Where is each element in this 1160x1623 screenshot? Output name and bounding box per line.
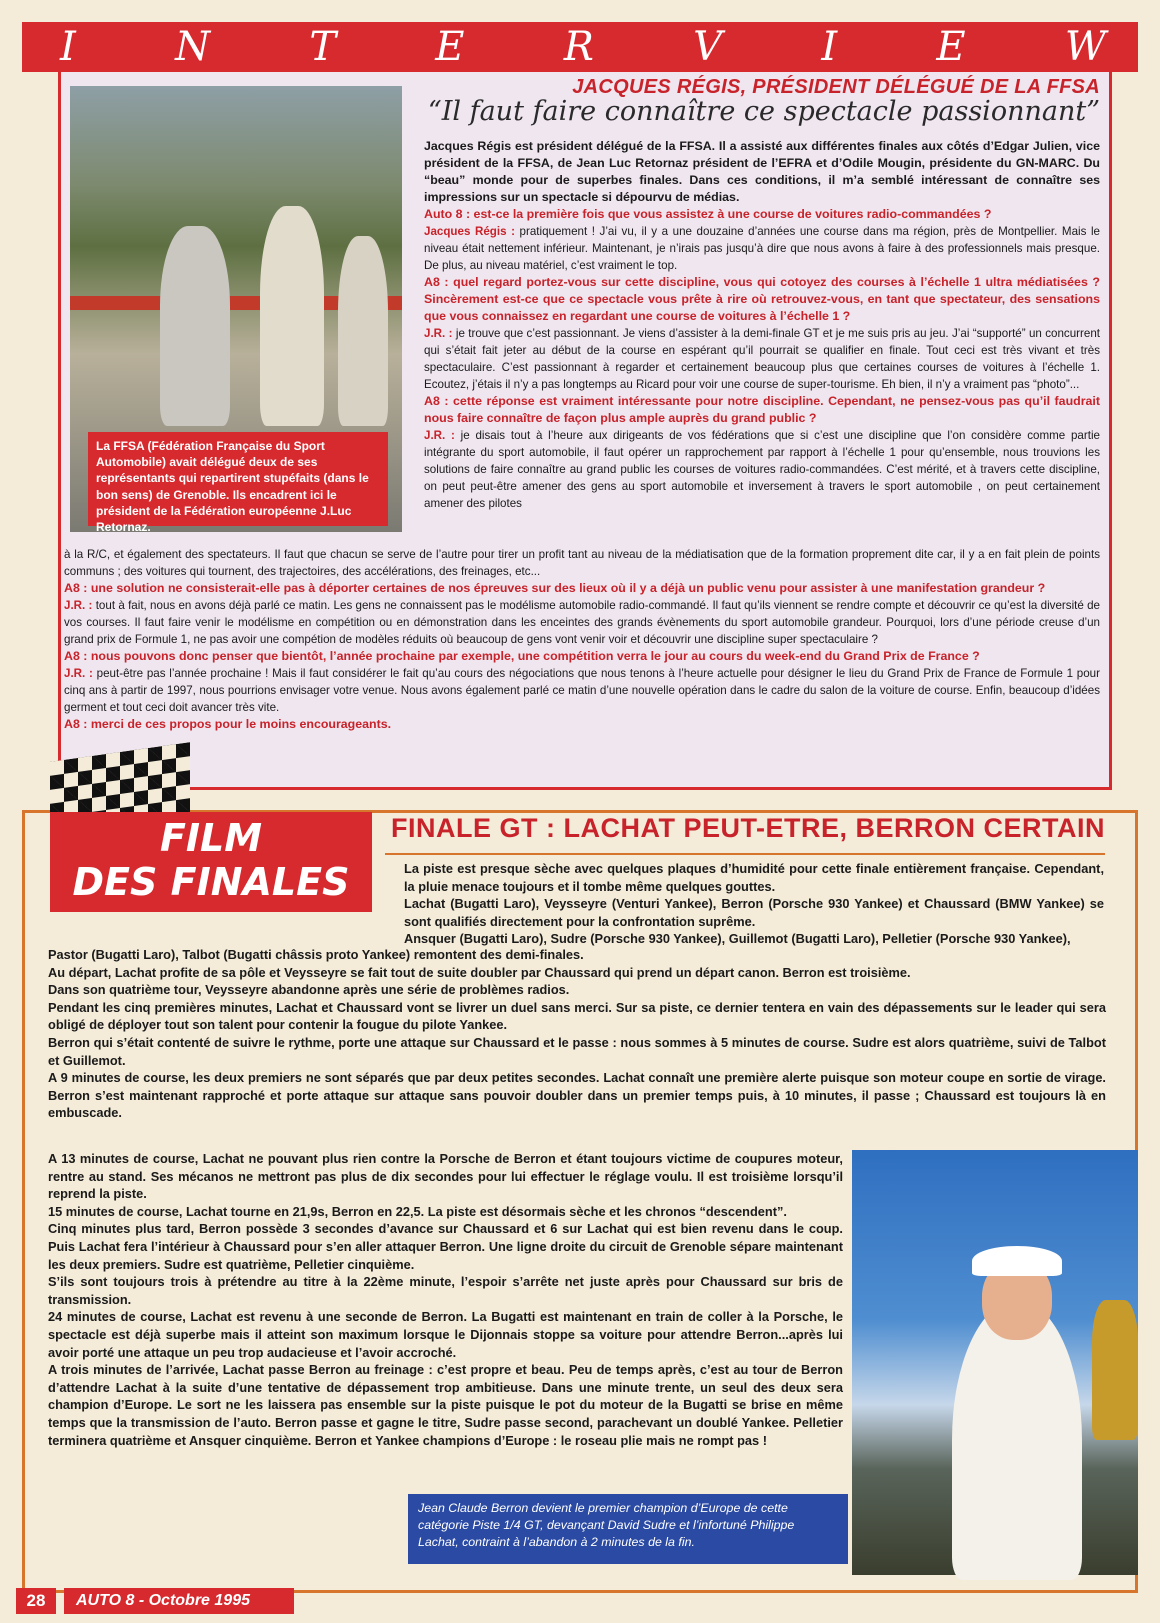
paragraph: 15 minutes de course, Lachat tourne en 21,9s, Berron en 22,5. La piste est désormais sèche et les chronos “descendent”.: [48, 1203, 787, 1219]
answer-continued: à la R/C, et également des spectateurs. Il faut que chacun se serve de l’autre pour tirer un profit tant au niveau de la médiatisation que de la formation proprement dite car, il y a en fait plein de points communs ; des voitures qui tournent, des trajectoires, des accélérations, des freinages, etc...: [64, 548, 1100, 578]
answer: [64, 597, 1100, 648]
paragraph: A 13 minutes de course, Lachat ne pouvant plus rien contre la Porsche de Berron et étant toujours victime de coupures moteur, rentre au stand. Ses mécanos ne mettront pas plus de dix secondes pour lui effectuer le réglage voulu. Il est troisième lorsqu’il reprend la piste.: [48, 1151, 843, 1202]
question: A8 : cette réponse est vraiment intéressante pour notre discipline. Cependant, ne pensez-vous pas qu’il faudrait nous faire connaître de façon plus ample auprès du grand public ?: [424, 394, 1100, 425]
paragraph: Pastor (Bugatti Laro), Talbot (Bugatti châssis proto Yankee) remontent des demi-finales.: [48, 947, 584, 962]
answer-text: je disais tout à l’heure aux dirigeants de vos fédérations que si c’est une discipline que l’on considère comme partie intégrante du sport automobile, il faut opérer un rapprochement par rapport à l’échelle 1 pour qu’ensemble, nous trouvions les solutions de faire connaître au grand public les courses de voitures radio-commandées. C’est mérité, et à travers cette discipline, on peut peut-être amener des gens au sport automobile et inversement à travers le sport automobile , on peut certainement amener des pilotes: [424, 429, 1100, 510]
answer-text: je trouve que c’est passionnant. Je viens d’assister à la demi-finale GT et je me suis pris au jeu. J’ai “supporté” un concurrent qui s’était fait jeter au début de la course en espérant qu’il pourrait se qualifier en finale. Tout ceci est très vivant et très spectaculaire. C’est passionnant à regarder et certainement beaucoup plus que certaines courses de voitures à l’échelle 1. Ecoutez, j’étais il n’y a pas longtemps au Ricard pour voir une course de super-tourisme. Eh bien, il n’y a vraiment pas “photo”...: [424, 327, 1100, 391]
answer-text: tout à fait, nous en avons déjà parlé ce matin. Les gens ne connaissent pas le modélisme automobile radio-commandé. Il faut qu’ils viennent se rendre compte et découvrir ce qu’est la diversité de vos courses. Il faut faire venir le modélisme en compétition ou en démonstration dans les enceintes des grands évènements du sport automobile grandeur. Pourquoi, lors d’une période creuse d’un grand prix de Formule 1, ne pas avoir une compétion de modèles réduits où beaucoup de gens vont venir voir et découvrir une discipline super spectaculaire ?: [64, 599, 1100, 646]
banner-letter: E: [435, 24, 467, 70]
badge-line: FILM: [159, 816, 263, 860]
question: A8 : une solution ne consisterait-elle pas à déporter certaines de nos épreuves sur des lieux où il y a déjà un public venu pour assister à une manifestation grandeur ?: [64, 581, 1046, 595]
answer: [424, 427, 1100, 512]
answer: [424, 325, 1100, 393]
answer-speaker: J.R. :: [424, 327, 453, 340]
interview-intro: Jacques Régis est président délégué de la FFSA. Il a assisté aux différentes finales aux côtés d’Edgar Julien, vice président de la FFSA, de Jean Luc Retornaz président de l’EFRA et d’Odile Mougin, présidente du GN-MARC. Du “beau” monde pour de superbes finales. Dans ces conditions, il m’a semblé intéressant de connaître ses impressions sur un spectacle si dépourvu de médias.: [424, 139, 1100, 204]
paragraph: S’ils sont toujours trois à prétendre au titre à la 22ème minute, l’espoir s’arrête net juste après pour Chaussard sur bris de transmission.: [48, 1274, 843, 1307]
magazine-footer: AUTO 8 - Octobre 1995: [64, 1588, 294, 1614]
photo-figure-cap: [972, 1246, 1062, 1276]
finals-text-left: [48, 1150, 843, 1449]
answer-text: peut-être pas l’année prochaine ! Mais il faut considérer le fait qu’au cours des négociations que nous tenons à l’heure actuelle pour désigner le lieu du Grand Prix de France de Formule 1 pour cinq ans à partir de 1997, nous pourrions envisager votre venue. Nous avons également parlé ce matin d’une nouvelle opération dans le cadre du salon de la voiture de course. Enfin, beaucoup d’idées germent et tout ceci doit avancer très vite.: [64, 667, 1100, 714]
answer-speaker: J.R. :: [424, 429, 455, 442]
question: A8 : nous pouvons donc penser que bientôt, l’année prochaine par exemple, une compétition verra le jour au cours du week-end du Grand Prix de France ?: [64, 649, 980, 663]
champion-photo: [852, 1150, 1138, 1575]
question: A8 : merci de ces propos pour le moins encourageants.: [64, 717, 392, 731]
paragraph: Au départ, Lachat profite de sa pôle et Veysseyre se fait tout de suite doubler par Chaussard qui prend un départ canon. Berron est troisième.: [48, 964, 911, 980]
question: A8 : quel regard portez-vous sur cette discipline, vous qui cotoyez des courses à l’échelle 1 ultra médiatisées ? Sincèrement est-ce que ce spectacle vous prête à rire où retrouvez-vous, en tant que spectateur, des sensations que vous connaissez en regardant une course de voitures à l’échelle 1 ?: [424, 275, 1100, 323]
interview-title: JACQUES RÉGIS, PRÉSIDENT DÉLÉGUÉ DE LA FFSA: [572, 76, 1100, 98]
question: Auto 8 : est-ce la première fois que vous assistez à une course de voitures radio-commandées ?: [424, 207, 992, 221]
paragraph: Cinq minutes plus tard, Berron possède 3 secondes d’avance sur Chaussard et 6 sur Lachat qui est bien revenu dans le coup. Puis Lachat fera l’intérieur à Chaussard pour s’en aller attaquer Berron. Une ligne droite du circuit de Grenoble sépare maintenant les deux premiers. Sudre est quatrième, Pelletier cinquième.: [48, 1221, 843, 1272]
paragraph: A trois minutes de l’arrivée, Lachat passe Berron au freinage : c’est propre et beau. Peu de temps après, c’est au tour de Berron d’attendre Lachat à la suite d’une tentative de dépassement trop ambitieuse. Dans une minute trente, un seul des deux sera champion d’Europe. Le sort ne les laissera pas ensemble sur la piste puisque le pot du moteur de la Bugatti se brise en même temps que la transmission de l’auto. Berron passe et gagne le titre, Sudre passe second, parachevant un doublé Yankee. Pelletier terminera quatrième et Ansquer cinquième. Berron et Yankee champions d’Europe : le roseau plie mais ne rompt pas !: [48, 1362, 843, 1448]
interview-banner: [22, 22, 1138, 72]
interview-text-wide: [64, 546, 1100, 733]
answer-speaker: J.R. :: [64, 599, 93, 612]
banner-letter: I: [821, 24, 840, 70]
answer-text: pratiquement ! J’ai vu, il y a une douzaine d’années une course dans ma région, près de Montpellier. Mais le niveau était nettement inférieur. Maintenant, je n’irais pas jusqu’à dire que nous avons à faire à des professionnels mais presque. De plus, au niveau matériel, c’est vraiment le top.: [424, 225, 1100, 272]
paragraph: Pendant les cinq premières minutes, Lachat et Chaussard vont se livrer un duel sans merci. Sur sa piste, ce dernier tentera en vain des dépassements sur le leader qui sera obligé de déployer tout son talent pour contenir la fougue du pilote Yankee.: [48, 999, 1106, 1033]
film-des-finales-badge: [50, 812, 372, 912]
answer-speaker: J.R. :: [64, 667, 93, 680]
answer: [424, 223, 1100, 274]
finals-text-top: [404, 860, 1104, 948]
banner-letter: I: [60, 24, 78, 70]
champion-photo-caption: Jean Claude Berron devient le premier champion d’Europe de cette catégorie Piste 1/4 GT, devançant David Sudre et l’infortuné Philippe Lachat, contraint à l’abandon à 2 minutes de la fin.: [408, 1494, 848, 1564]
paragraph: La piste est presque sèche avec quelques plaques d’humidité pour cette finale entièrement française. Cependant, la pluie menace toujours et il tombe même quelques gouttes.: [404, 861, 1104, 894]
finals-text-wide: [48, 946, 1106, 1122]
photo-figure: [260, 206, 324, 426]
photo-figure: [952, 1300, 1082, 1580]
photo-figure: [160, 226, 230, 426]
paragraph: Ansquer (Bugatti Laro), Sudre (Porsche 930 Yankee), Guillemot (Bugatti Laro), Pelletier (Porsche 930 Yankee),: [404, 931, 1071, 947]
banner-letter: V: [693, 24, 725, 70]
banner-letter: N: [175, 24, 213, 70]
paragraph: 24 minutes de course, Lachat est revenu à une seconde de Berron. La Bugatti est maintenant en train de coller à la Porsche, le spectacle est déjà superbe mais il atteint son maximum lorsque le Dijonnais stoppe sa voiture pour attendre Berron...après lui avoir porté une attaque un peu trop audacieuse et l’avoir accroché.: [48, 1309, 843, 1360]
banner-letter: E: [936, 24, 968, 70]
banner-letter: W: [1064, 24, 1108, 70]
paragraph: Dans son quatrième tour, Veysseyre abandonne après une série de problèmes radios.: [48, 982, 570, 998]
answer-speaker: Jacques Régis :: [424, 225, 515, 238]
banner-letter: T: [309, 24, 339, 70]
photo-figure: [338, 236, 388, 426]
answer: [64, 665, 1100, 716]
interview-text-column: [424, 138, 1100, 512]
title-divider: [385, 853, 1105, 855]
badge-line: DES FINALES: [72, 860, 350, 904]
trophy-icon: [1092, 1300, 1138, 1440]
paragraph: Lachat (Bugatti Laro), Veysseyre (Venturi Yankee), Berron (Porsche 930 Yankee) et Chaussard (BMW Yankee) se sont qualifiés directement pour la confrontation suprême.: [404, 896, 1104, 929]
interview-quote: “Il faut faire connaître ce spectacle passionnant”: [427, 96, 1100, 127]
banner-letter: R: [563, 24, 596, 70]
officials-photo-caption: La FFSA (Fédération Française du Sport Automobile) avait délégué deux de ses représentants qui repartirent stupéfaits (dans le bon sens) de Grenoble. Ils encadrent ici le président de la Fédération européenne J.Luc Retornaz.: [88, 432, 388, 526]
paragraph: A 9 minutes de course, les deux premiers ne sont séparés que par deux petites secondes. Lachat connaît une première alerte puisque son moteur coupe en sortie de virage. Berron s’est maintenant rapproché et porte attaque sur attaque sans pouvoir doubler dans un premier temps puis, à 10 minutes, il passe ; Chaussard est toujours là en embuscade.: [48, 1070, 1106, 1121]
page-number: 28: [16, 1588, 56, 1614]
paragraph: Berron qui s’était contenté de suivre le rythme, porte une attaque sur Chaussard et le passe : nous sommes à 5 minutes de course. Sudre est alors quatrième, suivi de Talbot et Guillemot.: [48, 1034, 1106, 1068]
finals-title: FINALE GT : LACHAT PEUT-ETRE, BERRON CERTAIN: [391, 813, 1105, 843]
